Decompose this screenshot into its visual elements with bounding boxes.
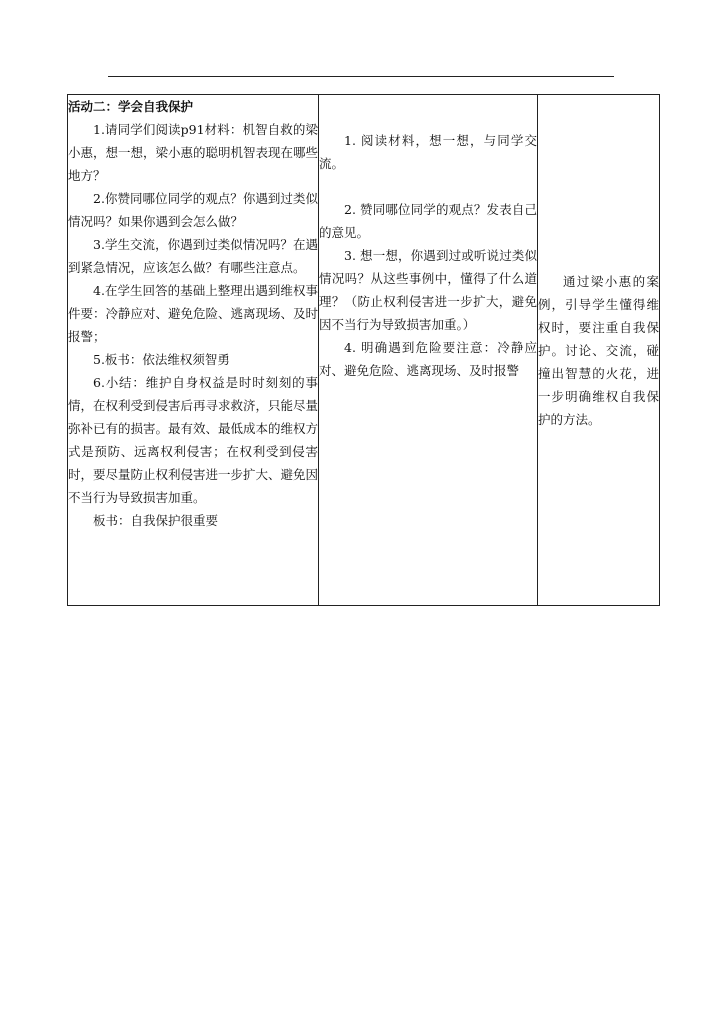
lesson-plan-table xyxy=(67,94,660,606)
activity-item-3: 3.学生交流，你遇到过类似情况吗？在遇到紧急情况，应该怎么做？有哪些注意点。 xyxy=(68,237,318,275)
spacer xyxy=(319,175,537,198)
student-activity-cell xyxy=(319,95,538,606)
activity-item-7: 板书：自我保护很重要 xyxy=(93,513,219,528)
activity-item-5: 5.板书：依法维权须智勇 xyxy=(93,352,230,367)
activity-item-4: 4.在学生回答的基础上整理出遇到维权事件要：冷静应对、避免危险、逃离现场、及时报警； xyxy=(68,283,319,344)
student-item-3: 3. 想一想，你遇到过或听说过类似情况吗？从这些事例中，懂得了什么道理？（防止权利侵害进一步扩大，避免因不当行为导致损害加重。） xyxy=(319,248,537,332)
spacer xyxy=(319,95,537,129)
activity-title: 活动二：学会自我保护 xyxy=(68,99,194,114)
design-intent-cell xyxy=(538,95,660,606)
activity-item-1: 1.请同学们阅读p91材料：机智自救的梁小惠，想一想，梁小惠的聪明机智表现在哪些地方？ xyxy=(68,122,319,183)
student-item-1: 1. 阅读材料，想一想，与同学交流。 xyxy=(319,133,537,171)
student-item-4: 4. 明确遇到危险要注意：冷静应对、避免危险、逃离现场、及时报警 xyxy=(319,340,537,378)
activity-item-6: 6.小结：维护自身权益是时时刻刻的事情，在权利受到侵害后再寻求救济，只能尽量弥补已有的损害。最有效、最低成本的维权方式是预防、远离权利侵害；在权利受到侵害时，要尽量防止权利侵害进一步扩大、避免因不当行为导致损害加重。 xyxy=(68,375,319,505)
activity-item-2: 2.你赞同哪位同学的观点？你遇到过类似情况吗？如果你遇到会怎么做？ xyxy=(68,191,318,229)
design-intent-text: 通过梁小惠的案例，引导学生懂得维权时，要注重自我保护。讨论、交流，碰撞出智慧的火花，进一步明确维权自我保护的方法。 xyxy=(538,273,659,427)
teacher-activity-cell xyxy=(68,95,319,606)
student-item-2: 2. 赞同哪位同学的观点？发表自己的意见。 xyxy=(319,202,537,240)
table-row xyxy=(68,95,660,606)
header-rule xyxy=(108,76,614,77)
